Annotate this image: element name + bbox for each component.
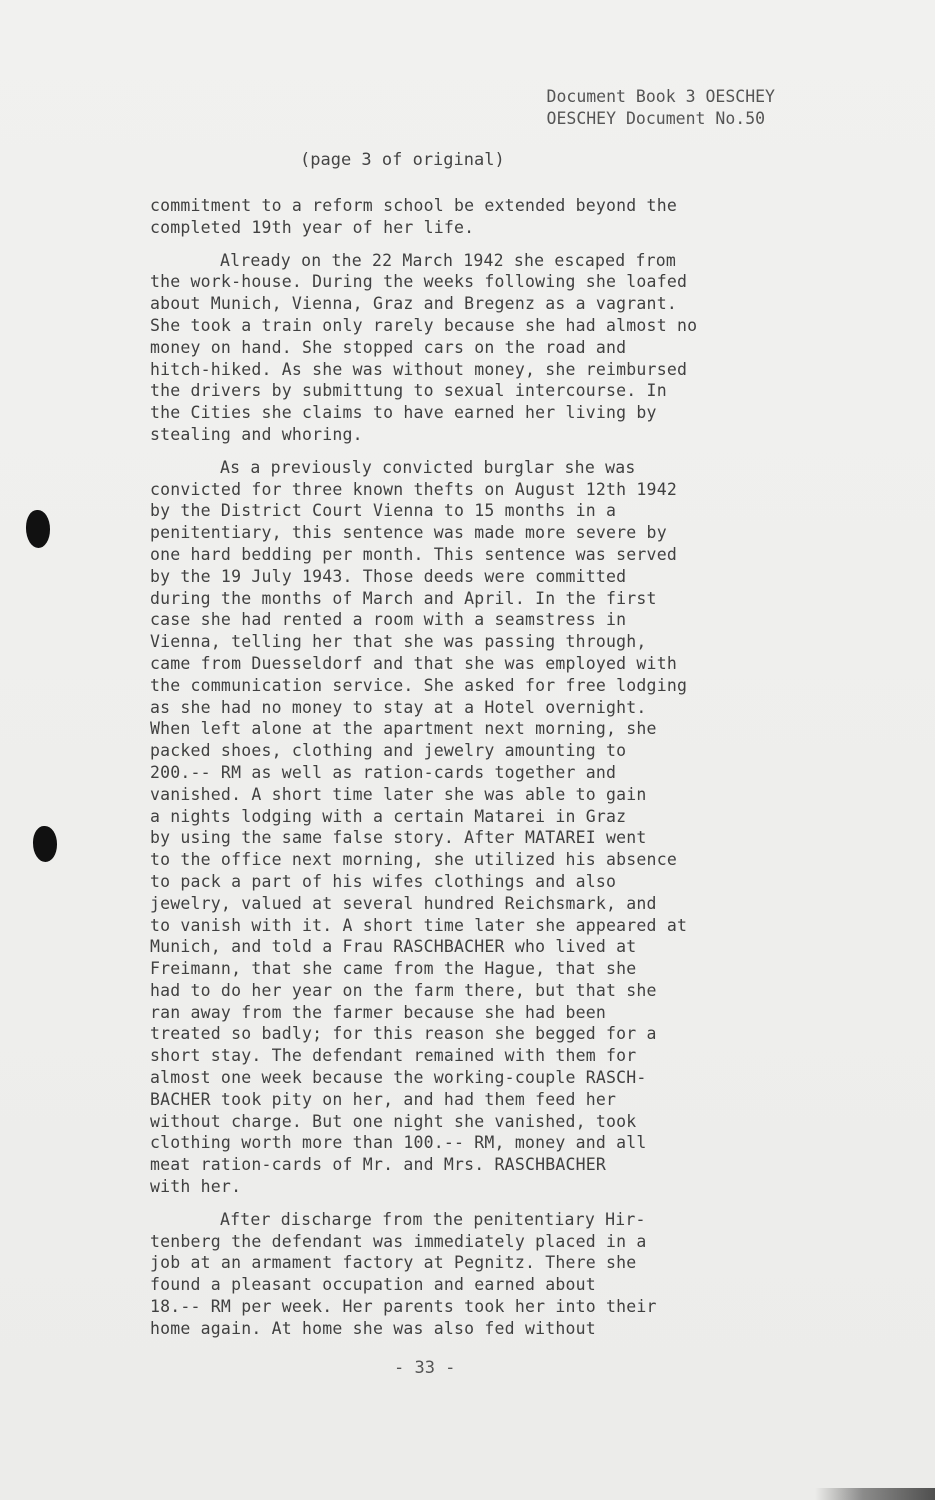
header-line-2: OESCHEY Document No.50: [546, 109, 766, 128]
paragraph-4: After discharge from the penitentiary Hir- tenberg the defendant was immediately placed in a job at an armament factory at Pegnitz. There she found a pleasant occupation and earned about 18.-- RM per week. Her parents took her into their home again. At home she was also fed without: [150, 1209, 657, 1338]
page-number: - 33 -: [394, 1358, 456, 1378]
original-page-note: (page 3 of original): [300, 150, 505, 170]
paragraph-1: commitment to a reform school be extended beyond the completed 19th year of her life.: [150, 196, 677, 237]
paragraph-2: Already on the 22 March 1942 she escaped from the work-house. During the weeks following she loafed about Munich, Vienna, Graz and Bregenz as a vagrant. She took a train only rarely because she had almost no money on hand. She stopped cars on the road and hitch-hiked. As she was without money, she reimbursed the drivers by submittung to sexual intercourse. In the Cities she claims to have earned her living by stealing and whoring.: [150, 250, 698, 444]
punch-hole-top: [26, 510, 50, 548]
document-body: [150, 195, 800, 1351]
header-line-1: Document Book 3 OESCHEY: [546, 87, 775, 106]
scan-edge-mark: [815, 1488, 935, 1500]
document-header: [547, 86, 775, 130]
paragraph-3: As a previously convicted burglar she was convicted for three known thefts on August 12th 1942 by the District Court Vienna to 15 months in a penitentiary, this sentence was made more severe by one hard bedding per month. This sentence was served by the 19 July 1943. Those deeds were committed during the months of March and April. In the first case she had rented a room with a seamstress in Vienna, telling her that she was passing through, came from Duesseldorf and that she was employed with the communication service. She asked for free lodging as she had no money to stay at a Hotel overnight. When left alone at the apartment next morning, she packed shoes, clothing and jewelry amounting to 200.-- RM as well as ration-cards together and vanished. A short time later she was able to gain a nights lodging with a certain Matarei in Graz by using the same false story. After MATAREI went to the office next morning, she utilized his absence to pack a part of his wifes clothings and also jewelry, valued at several hundred Reichsmark, and to vanish with it. A short time later she appeared at Munich, and told a Frau RASCHBACHER who lived at Freimann, that she came from the Hague, that she had to do her year on the farm there, but that she ran away from the farmer because she had been treated so badly; for this reason she begged for a short stay. The defendant remained with them for almost one week because the working-couple RASCH- BACHER took pity on her, and had them feed her without charge. But one night she vanished, took clothing worth more than 100.-- RM, money and all meat ration-cards of Mr. and Mrs. RASCHBACHER with her.: [150, 457, 688, 1197]
punch-hole-bottom: [33, 826, 57, 862]
